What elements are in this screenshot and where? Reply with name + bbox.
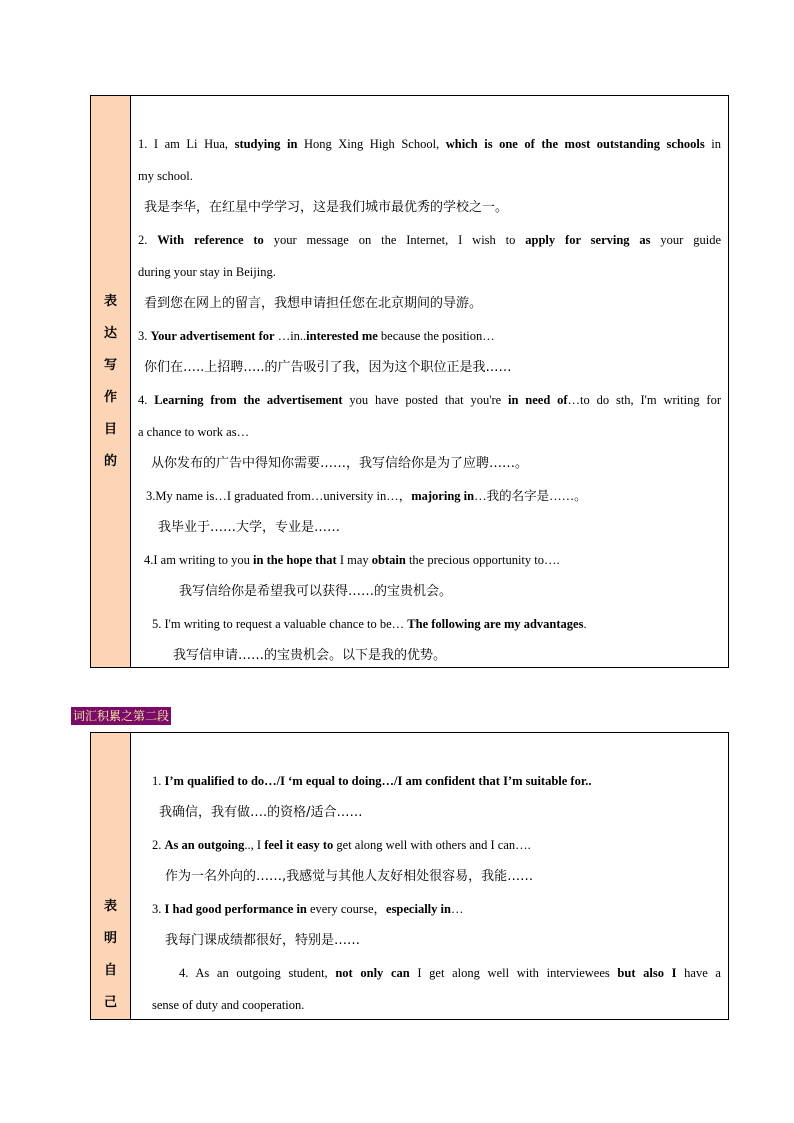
- key-phrase: majoring in: [411, 489, 475, 503]
- text-segment: 从你发布的广告中得知你需要……，我写信给你是为了应聘……。: [151, 456, 529, 471]
- text-line: [131, 224, 728, 256]
- key-phrase: I’m qualified to do…/I ‘m equal to doing…/I am confident that I’m suitable for..: [164, 774, 592, 788]
- text-line: [131, 957, 728, 989]
- side-label-self-intro: [91, 733, 131, 1019]
- key-phrase: in need of: [508, 393, 568, 407]
- text-line: [131, 256, 728, 288]
- text-line: [131, 829, 728, 861]
- text-line: [131, 765, 728, 797]
- key-phrase: especially in: [386, 902, 451, 916]
- side-label-char: 目: [103, 421, 117, 437]
- text-segment: 4.: [138, 393, 155, 407]
- side-label-char: 写: [103, 357, 117, 373]
- text-segment: 我写信申请……的宝贵机会。以下是我的优势。: [173, 648, 447, 663]
- text-segment: 我每门课成绩都很好，特别是……: [165, 933, 361, 948]
- key-phrase: With reference to: [157, 233, 264, 247]
- text-segment: 2.: [138, 233, 158, 247]
- text-segment: 4. As an outgoing student,: [179, 966, 336, 980]
- key-phrase: Your advertisement for: [150, 329, 275, 343]
- text-segment: 4.I am writing to you: [144, 553, 254, 567]
- key-phrase: The following are my advantages: [407, 617, 584, 631]
- text-segment: sense of duty and cooperation.: [152, 998, 305, 1012]
- text-segment: …: [450, 902, 464, 916]
- text-segment: 我是李华，在红星中学学习，这是我们城市最优秀的学校之一。: [144, 200, 509, 215]
- text-line: [131, 352, 728, 384]
- side-label-char: 作: [103, 389, 117, 405]
- side-label-char: 表: [103, 293, 117, 309]
- content-self-intro: [131, 733, 728, 1019]
- text-line: [131, 989, 728, 1021]
- table-writing-purpose: [90, 95, 729, 668]
- text-line: [131, 512, 728, 544]
- text-line: [131, 640, 728, 672]
- text-segment: because the position…: [377, 329, 495, 343]
- text-segment: your message on the Internet, I wish to: [263, 233, 526, 247]
- key-phrase: obtain: [371, 553, 406, 567]
- key-phrase: not only can: [335, 966, 410, 980]
- text-segment: have a: [676, 966, 721, 980]
- text-line: [131, 893, 728, 925]
- text-segment: .., I: [244, 838, 265, 852]
- side-label-char: 自: [103, 963, 117, 978]
- text-line: [131, 192, 728, 224]
- text-segment: you have posted that you're: [342, 393, 509, 407]
- side-label-char: 明: [103, 931, 117, 946]
- text-segment: get along well with others and I can….: [333, 838, 531, 852]
- text-segment: …in..: [274, 329, 307, 343]
- table-self-intro: [90, 732, 729, 1020]
- text-segment: during your stay in Beijing.: [138, 265, 276, 279]
- text-line: [131, 320, 728, 352]
- key-phrase: but also I: [617, 966, 677, 980]
- text-segment: 我确信，我有做….的资格/适合……: [159, 805, 363, 820]
- text-segment: I may: [336, 553, 372, 567]
- text-line: [131, 480, 728, 512]
- text-segment: …to do sth, I'm writing for: [567, 393, 721, 407]
- key-phrase: studying in: [234, 137, 298, 151]
- text-line: [131, 544, 728, 576]
- text-line: [131, 288, 728, 320]
- section-label-vocab: 词汇积累之第二段: [73, 709, 170, 723]
- text-segment: 作为一名外向的……,我感觉与其他人友好相处很容易，我能……: [165, 869, 534, 884]
- text-line: [131, 925, 728, 957]
- text-segment: 我毕业于……大学，专业是……: [158, 520, 341, 535]
- text-line: [131, 861, 728, 893]
- text-segment: every course，: [306, 902, 387, 916]
- text-line: [131, 128, 728, 160]
- key-phrase: interested me: [306, 329, 378, 343]
- text-segment: your guide: [650, 233, 721, 247]
- text-line: [131, 416, 728, 448]
- text-segment: 我写信给你是希望我可以获得……的宝贵机会。: [179, 584, 453, 599]
- text-segment: in: [704, 137, 722, 151]
- text-segment: 5. I'm writing to request a valuable chance to be…: [152, 617, 408, 631]
- key-phrase: As an outgoing: [164, 838, 245, 852]
- side-label-writing-purpose: [91, 96, 131, 667]
- side-label-char: 达: [103, 325, 117, 341]
- text-segment: 看到您在网上的留言，我想申请担任您在北京期间的导游。: [144, 296, 483, 311]
- key-phrase: feel it easy to: [264, 838, 334, 852]
- key-phrase: Learning from the advertisement: [154, 393, 343, 407]
- content-writing-purpose: [131, 96, 728, 667]
- text-line: [131, 576, 728, 608]
- key-phrase: I had good performance in: [164, 902, 307, 916]
- text-segment: .: [583, 617, 587, 631]
- text-line: [131, 384, 728, 416]
- text-segment: 2.: [152, 838, 165, 852]
- text-segment: 1.: [152, 774, 165, 788]
- side-label-char: 己: [103, 995, 117, 1010]
- text-segment: 3.My name is…I graduated from…university in…，: [146, 489, 412, 503]
- text-segment: 你们在…..上招聘…..的广告吸引了我，因为这个职位正是我……: [144, 360, 512, 375]
- text-segment: …我的名字是……。: [474, 489, 587, 503]
- key-phrase: in the hope that: [253, 553, 337, 567]
- text-segment: a chance to work as…: [138, 425, 250, 439]
- text-line: [131, 448, 728, 480]
- text-segment: Hong Xing High School,: [297, 137, 446, 151]
- text-line: [131, 160, 728, 192]
- text-line: [131, 797, 728, 829]
- text-segment: my school.: [138, 169, 193, 183]
- text-segment: 3.: [152, 902, 165, 916]
- text-segment: 3.: [138, 329, 151, 343]
- text-segment: I get along well with interviewees: [409, 966, 618, 980]
- key-phrase: apply for serving as: [525, 233, 651, 247]
- key-phrase: which is one of the most outstanding schools: [445, 137, 705, 151]
- text-segment: 1. I am Li Hua,: [138, 137, 235, 151]
- side-label-char: 表: [103, 899, 117, 914]
- text-segment: the precious opportunity to….: [405, 553, 560, 567]
- text-line: [131, 608, 728, 640]
- side-label-char: 的: [103, 453, 117, 469]
